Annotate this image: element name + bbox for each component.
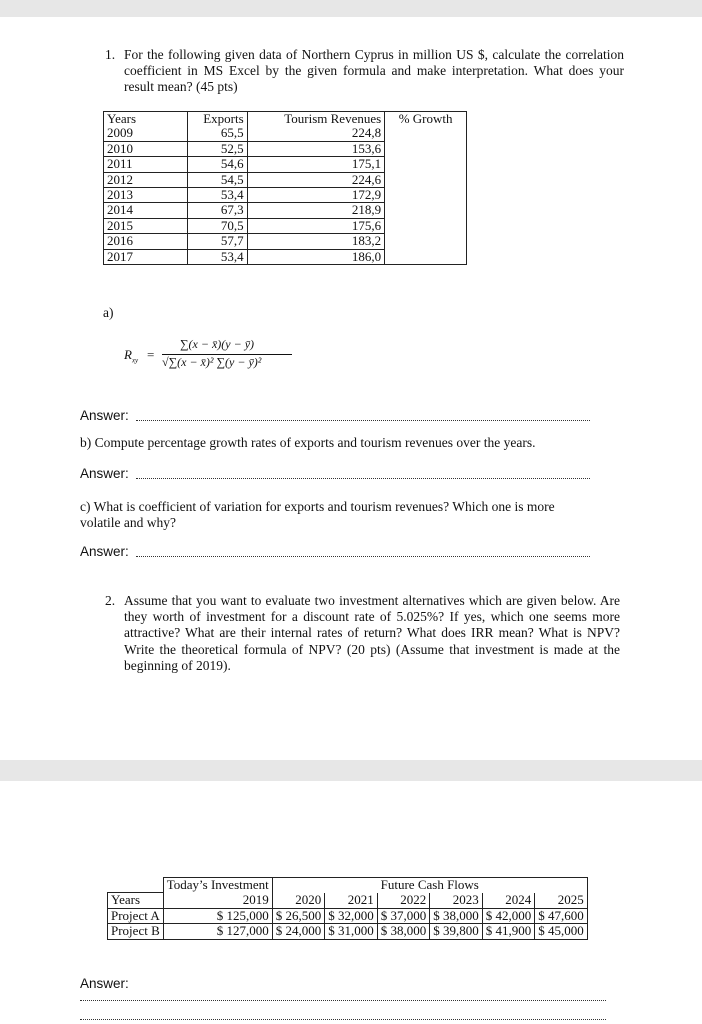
cash-flow-cell: $ 42,000 (482, 908, 535, 924)
table-cell: 52,5 (187, 141, 247, 156)
cash-flow-cell: $ 127,000 (163, 924, 272, 940)
table-cell: 2009 (104, 126, 188, 141)
cash-flow-cell: $ 37,000 (377, 908, 430, 924)
table-cell: 2012 (104, 172, 188, 187)
table-cell: 53,4 (187, 187, 247, 202)
year-header: 2022 (377, 893, 430, 909)
answer-a-line (136, 420, 590, 421)
correlation-formula (124, 335, 304, 375)
year-header: 2019 (163, 893, 272, 909)
table-cell: 153,6 (247, 141, 385, 156)
question-2-text: Assume that you want to evaluate two investment alternatives which are given below. Are they worth of investment for a discount rate of 5.025%? If yes, which one seems more attractive? What are their internal rates of return? What does IRR mean? What is NPV? Write the theoretical formula of NPV? (20 pts) (Assume that investment is made at the beginning of 2019). (124, 593, 620, 673)
table-cell: 54,6 (187, 157, 247, 172)
table-cell: 175,6 (247, 218, 385, 233)
table-cell: 224,6 (247, 172, 385, 187)
table-cell: 54,5 (187, 172, 247, 187)
project-row (108, 908, 588, 924)
future-cash-flows-header: Future Cash Flows (272, 878, 587, 893)
cash-flow-cell: $ 41,900 (482, 924, 535, 940)
exports-tourism-table (103, 111, 467, 265)
formula-lhs: $R_{xy}$ (124, 347, 139, 365)
formula-equals: = (147, 347, 155, 362)
year-header: 2023 (430, 893, 483, 909)
year-header: 2020 (272, 893, 325, 909)
table-cell: 172,9 (247, 187, 385, 202)
table-cell: 2015 (104, 218, 188, 233)
year-header: 2021 (325, 893, 378, 909)
part-b-text: b) Compute percentage growth rates of exports and tourism revenues over the years. (80, 435, 536, 450)
table-cell: 57,7 (187, 234, 247, 249)
cash-flow-cell: $ 125,000 (163, 908, 272, 924)
project-row (108, 924, 588, 940)
part-c-text: c) What is coefficient of variation for exports and tourism revenues? Which one is more volatile and why? (80, 499, 555, 530)
table-cell: 218,9 (247, 203, 385, 218)
todays-investment-header: Today’s Investment (163, 878, 272, 893)
answer-2-line-2 (80, 1019, 606, 1020)
cash-flow-cell: $ 24,000 (272, 924, 325, 940)
answer-a-label: Answer: (80, 408, 129, 423)
project-label: Project A (108, 908, 164, 924)
table-cell: 2013 (104, 187, 188, 202)
document-page-1 (0, 17, 702, 760)
formula-denominator: √∑(x − x̄)² ∑(y − ȳ)² (162, 355, 262, 369)
answer-2-line-1 (80, 1000, 606, 1001)
question-1-text: For the following given data of Northern Cyprus in million US $, calculate the correlation coefficient in MS Excel by the given formula and make interpretation. What does your result mean? (45 pts) (124, 47, 624, 95)
table-cell: 2017 (104, 249, 188, 264)
cash-flow-cell: $ 38,000 (377, 924, 430, 940)
table-cell: 183,2 (247, 234, 385, 249)
table-header-exports: Exports (187, 112, 247, 127)
answer-2-label: Answer: (80, 976, 129, 991)
year-header: 2025 (535, 893, 588, 909)
cash-flow-cell: $ 38,000 (430, 908, 483, 924)
table-cell: 67,3 (187, 203, 247, 218)
project-label: Project B (108, 924, 164, 940)
answer-b-label: Answer: (80, 466, 129, 481)
answer-b-line (136, 478, 590, 479)
cash-flow-cell: $ 39,800 (430, 924, 483, 940)
cash-flow-cell: $ 45,000 (535, 924, 588, 940)
table-cell: 70,5 (187, 218, 247, 233)
answer-c-line (136, 556, 590, 557)
cash-flow-cell: $ 32,000 (325, 908, 378, 924)
cash-flow-cell: $ 47,600 (535, 908, 588, 924)
formula-numerator: ∑(x − x̄)(y − ȳ) (180, 337, 255, 351)
table-header-tourism-revenues: Tourism Revenues (247, 112, 385, 127)
table-cell: 2010 (104, 141, 188, 156)
answer-c-label: Answer: (80, 544, 129, 559)
part-a-label: a) (103, 305, 114, 320)
years-label: Years (108, 893, 164, 909)
document-page-2 (0, 781, 702, 1024)
investment-table (107, 877, 588, 940)
year-header: 2024 (482, 893, 535, 909)
table-cell: 2011 (104, 157, 188, 172)
table-cell: 186,0 (247, 249, 385, 264)
question-2-number: 2. (105, 593, 116, 608)
cash-flow-cell: $ 26,500 (272, 908, 325, 924)
question-1-number: 1. (105, 47, 116, 62)
table-cell: 2014 (104, 203, 188, 218)
cash-flow-cell: $ 31,000 (325, 924, 378, 940)
table-header-years: Years (104, 112, 188, 127)
table-cell: 175,1 (247, 157, 385, 172)
table-header-growth: % Growth (385, 112, 467, 265)
table-cell: 53,4 (187, 249, 247, 264)
table-cell: 65,5 (187, 126, 247, 141)
table-cell: 2016 (104, 234, 188, 249)
table-cell: 224,8 (247, 126, 385, 141)
